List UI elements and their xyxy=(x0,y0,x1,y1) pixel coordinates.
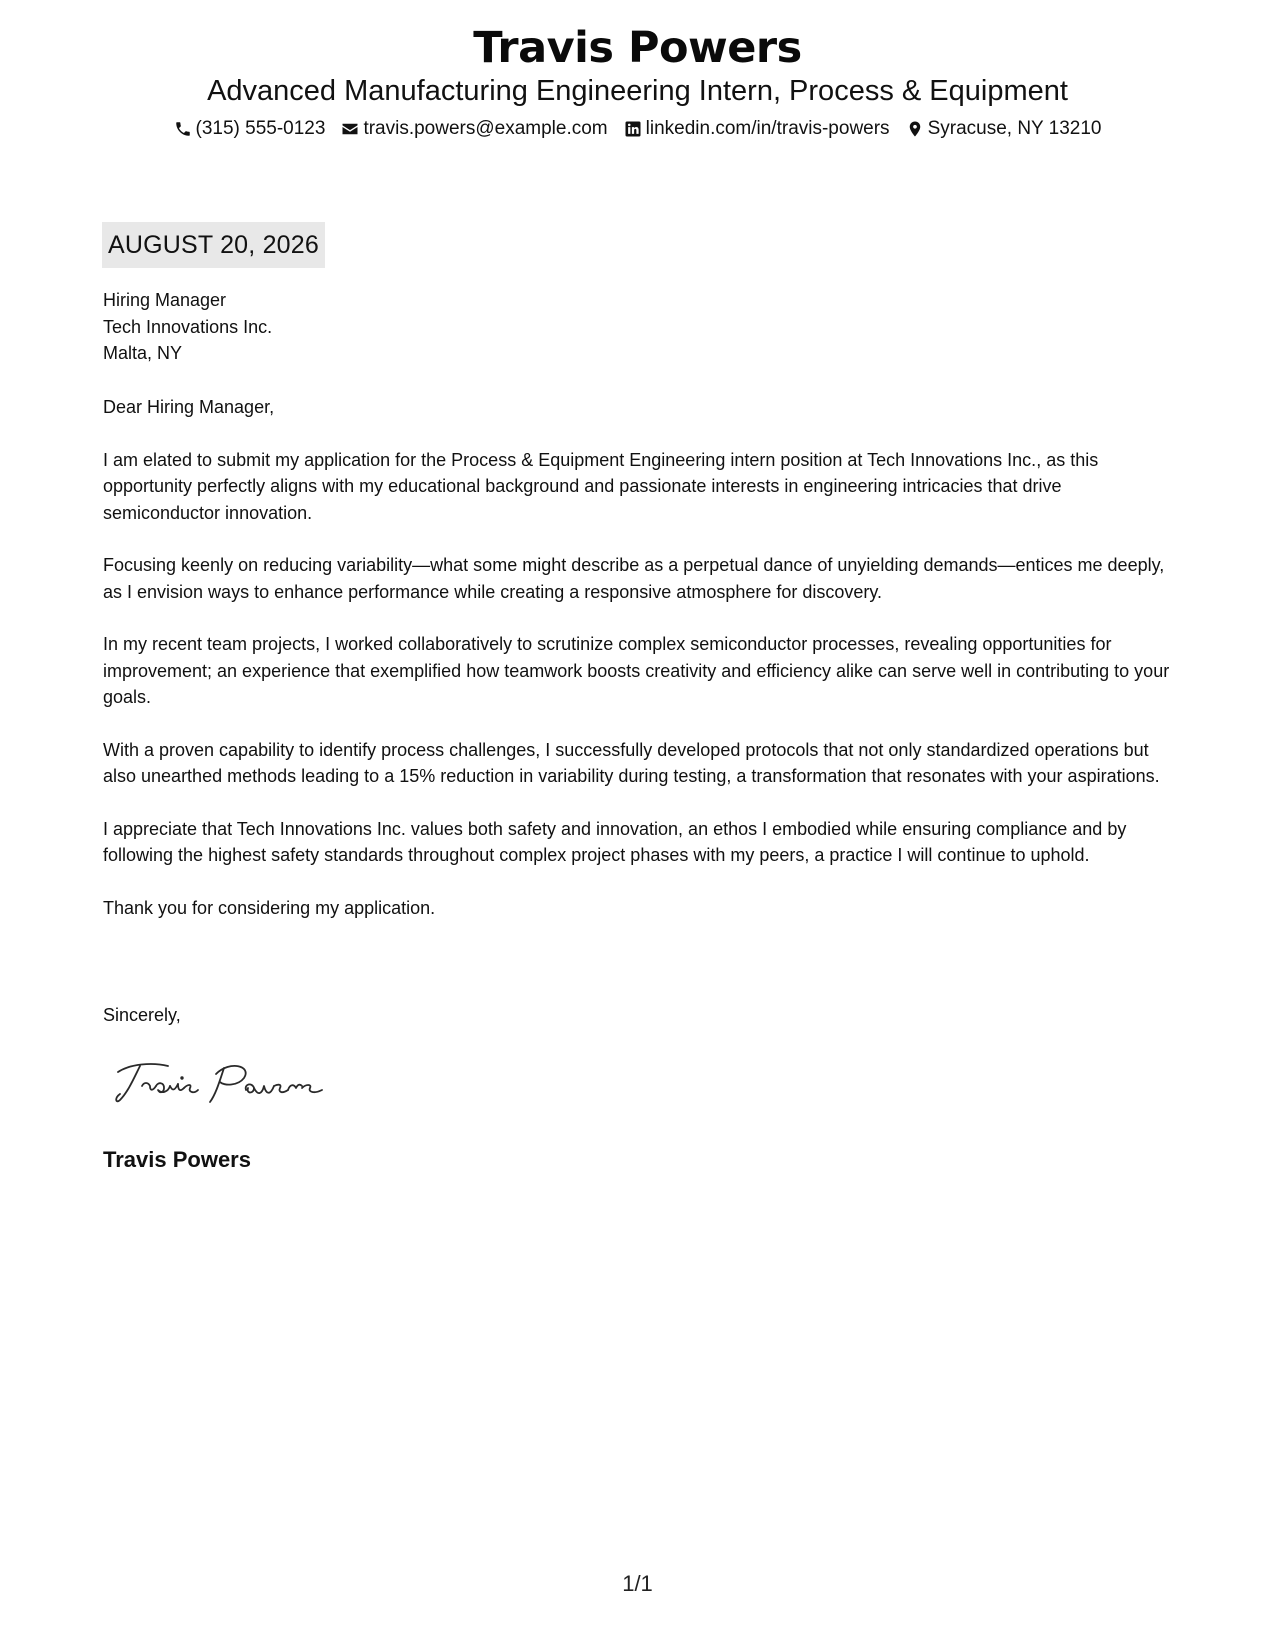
body-paragraph: I am elated to submit my application for the Process & Equipment Engineering intern position at Tech Innovations Inc., as this opportunity perfectly aligns with my educational background and passionate interests in engineering intricacies that drive semiconductor innovation. xyxy=(103,449,1099,523)
body-paragraph: I appreciate that Tech Innovations Inc. values both safety and innovation, an ethos I embodied while ensuring compliance and by following the highest safety standards throughout complex project phases with my peers, a practice I will continue to uphold. xyxy=(103,818,1127,865)
letter-date: AUGUST 20, 2026 xyxy=(102,222,325,268)
map-pin-icon xyxy=(906,120,924,138)
phone-text: (315) 555-0123 xyxy=(195,118,326,139)
letter-body xyxy=(103,394,1178,947)
recipient-block xyxy=(103,287,272,367)
letter-header xyxy=(0,22,1275,141)
contact-email[interactable] xyxy=(341,117,607,141)
contact-info xyxy=(0,117,1275,141)
body-paragraph: With a proven capability to identify process challenges, I successfully developed protocols that not only standardized operations but also unearthed methods leading to a 15% reduction in variability during testing, a transformation that resonates with your aspirations. xyxy=(103,739,1160,786)
body-paragraph: In my recent team projects, I worked collaboratively to scrutinize complex semiconductor processes, revealing opportunities for improvement; an experience that exemplified how teamwork boosts creativity and efficiency alike can serve well in contributing to your goals. xyxy=(103,634,1170,707)
contact-phone xyxy=(174,117,326,141)
applicant-headline: Advanced Manufacturing Engineering Intern, Process & Equipment xyxy=(207,75,1068,107)
contact-linkedin[interactable] xyxy=(624,117,890,141)
recipient-location: Malta, NY xyxy=(103,343,183,363)
location-text: Syracuse, NY 13210 xyxy=(927,118,1102,139)
signer-name: Travis Powers xyxy=(103,1147,251,1172)
page-number: 1/1 xyxy=(622,1571,653,1596)
salutation: Dear Hiring Manager, xyxy=(103,397,275,417)
linkedin-icon xyxy=(624,120,642,138)
envelope-icon xyxy=(341,120,359,138)
linkedin-text: linkedin.com/in/travis-powers xyxy=(645,118,890,139)
handwritten-signature xyxy=(112,1050,352,1110)
closing-line: Sincerely, xyxy=(103,1005,181,1025)
email-text: travis.powers@example.com xyxy=(363,118,608,139)
phone-icon xyxy=(174,120,192,138)
recipient-company: Tech Innovations Inc. xyxy=(103,316,273,337)
applicant-name: Travis Powers xyxy=(473,23,802,73)
contact-location xyxy=(906,117,1102,141)
thank-you-paragraph: Thank you for considering my application. xyxy=(103,897,436,918)
body-paragraph: Focusing keenly on reducing variability—what some might describe as a perpetual dance of unyielding demands—entices me deeply, as I envision ways to enhance performance while creating a responsive atmosphere for discovery. xyxy=(103,555,1165,602)
recipient-title: Hiring Manager xyxy=(103,290,227,310)
